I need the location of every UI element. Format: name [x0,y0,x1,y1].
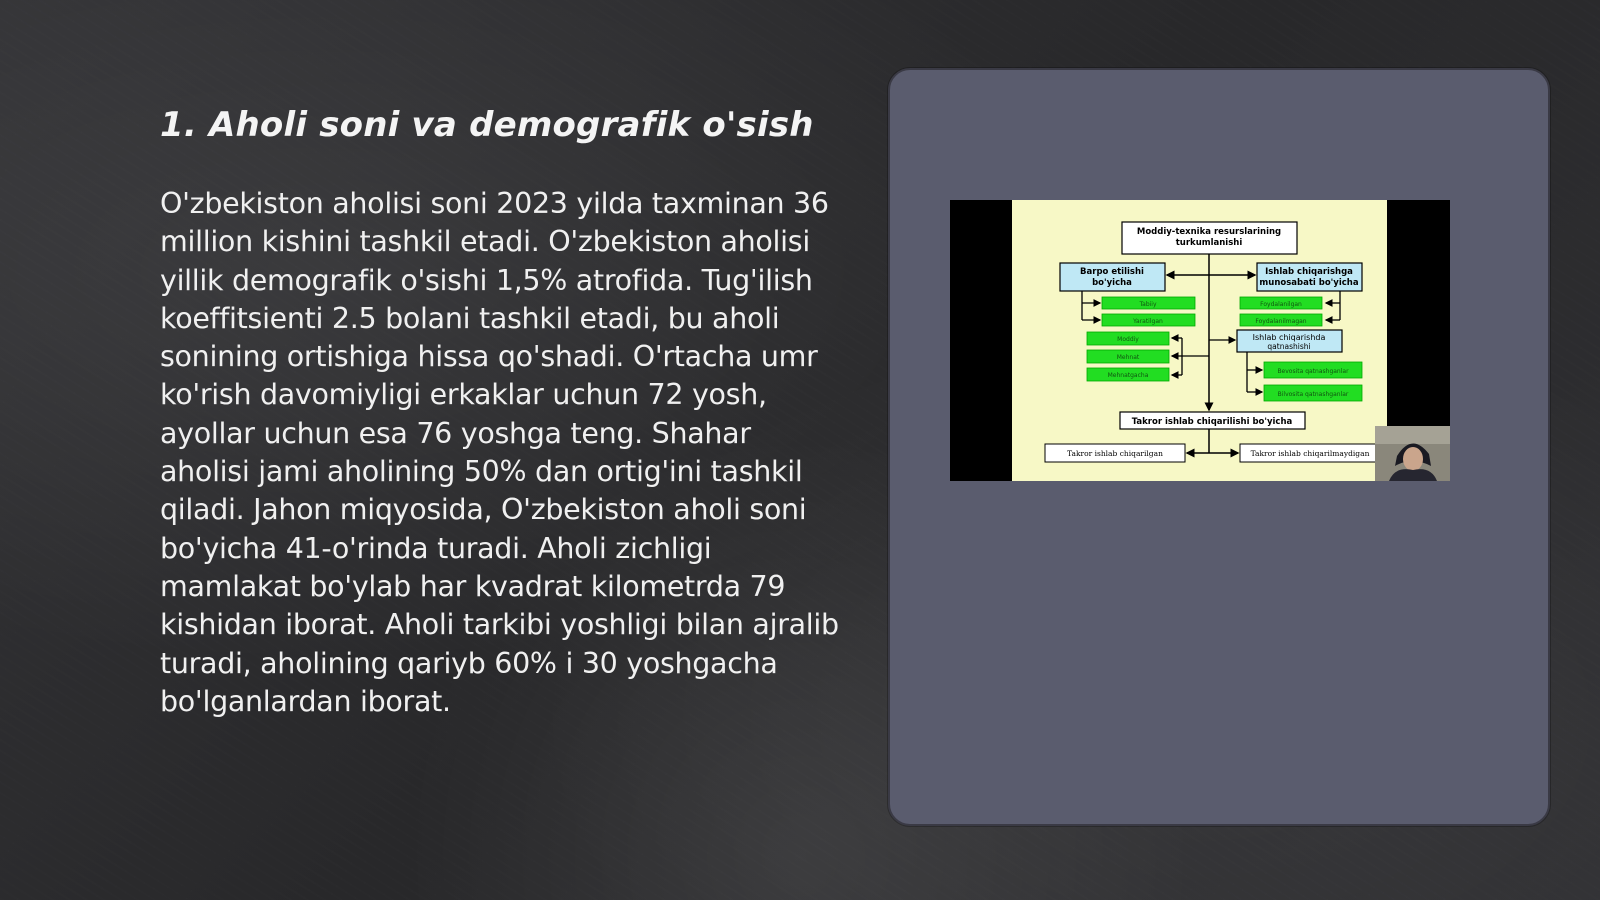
svg-text:turkumlanishi: turkumlanishi [1175,238,1243,248]
green-right-3: Bilvosita qatnashganlar [1277,391,1349,398]
green-left-3: Mehnatgacha [1107,372,1149,379]
green-left-1: Yaratilgan [1133,318,1163,325]
green-left-2: Mehnat [1116,354,1140,361]
green-right-1: Foydalanilmagan [1255,318,1307,325]
embedded-video[interactable] [950,200,1450,481]
diagram-bottom-left-label: Takror ishlab chiqarilgan [1067,449,1163,458]
diagram-root-label: Moddiy-texnika resurslarining [1136,227,1282,237]
green-left-0: Tabiiy [1139,301,1157,308]
diagram-right-box-label: Ishlab chiqarishga [1265,267,1353,277]
green-right-0: Foydalanilgan [1260,301,1302,308]
svg-text:qatnashishi: qatnashishi [1267,342,1311,351]
svg-text:munosabati bo'yicha: munosabati bo'yicha [1259,278,1359,288]
slide-title: 1. Aholi soni va demografik o'sish [160,105,814,145]
slide-body-text: O'zbekiston aholisi soni 2023 yilda taxminan 36 million kishini tashkil etadi. O'zbekiston aholisi yillik demografik o'sishi 1,5% atrofida. Tug'ilish koeffitsienti 2.5 bolani tashkil etadi, bu aholi sonining ortishiga hissa qo'shadi. O'rtacha umr ko'rish davomiyligi erkaklar uchun 72 yosh, ayollar uchun esa 76 yoshga teng. Shahar aholisi jami aholining 50% dan ortig'ini tashkil qiladi. Jahon miqyosida, O'zbekiston aholi soni bo'yicha 41-o'rinda turadi. Aholi zichligi mamlakat bo'ylab har kvadrat kilometrda 79 kishidan iborat. Aholi tarkibi yoshligi bilan ajralib turadi, aholining qariyb 60% i 30 yoshgacha bo'lganlardan iborat. [160,187,839,718]
diagram-svg [1012,200,1387,481]
diagram-bottom-box-label: Takror ishlab chiqarilishi bo'yicha [1131,417,1293,427]
svg-text:bo'yicha: bo'yicha [1092,278,1132,288]
diagram-bottom-right-label: Takror ishlab chiqarilmaydigan [1250,449,1370,458]
green-right-2: Bevosita qatnashganlar [1277,368,1349,375]
diagram-left-box-label: Barpo etilishi [1080,267,1144,277]
presenter-webcam-thumbnail [1375,426,1450,481]
green-left-4: Moddiy [1117,336,1139,343]
diagram-mid-right-box-label: Ishlab chiqarishda [1252,333,1326,342]
classification-diagram [1012,200,1387,481]
